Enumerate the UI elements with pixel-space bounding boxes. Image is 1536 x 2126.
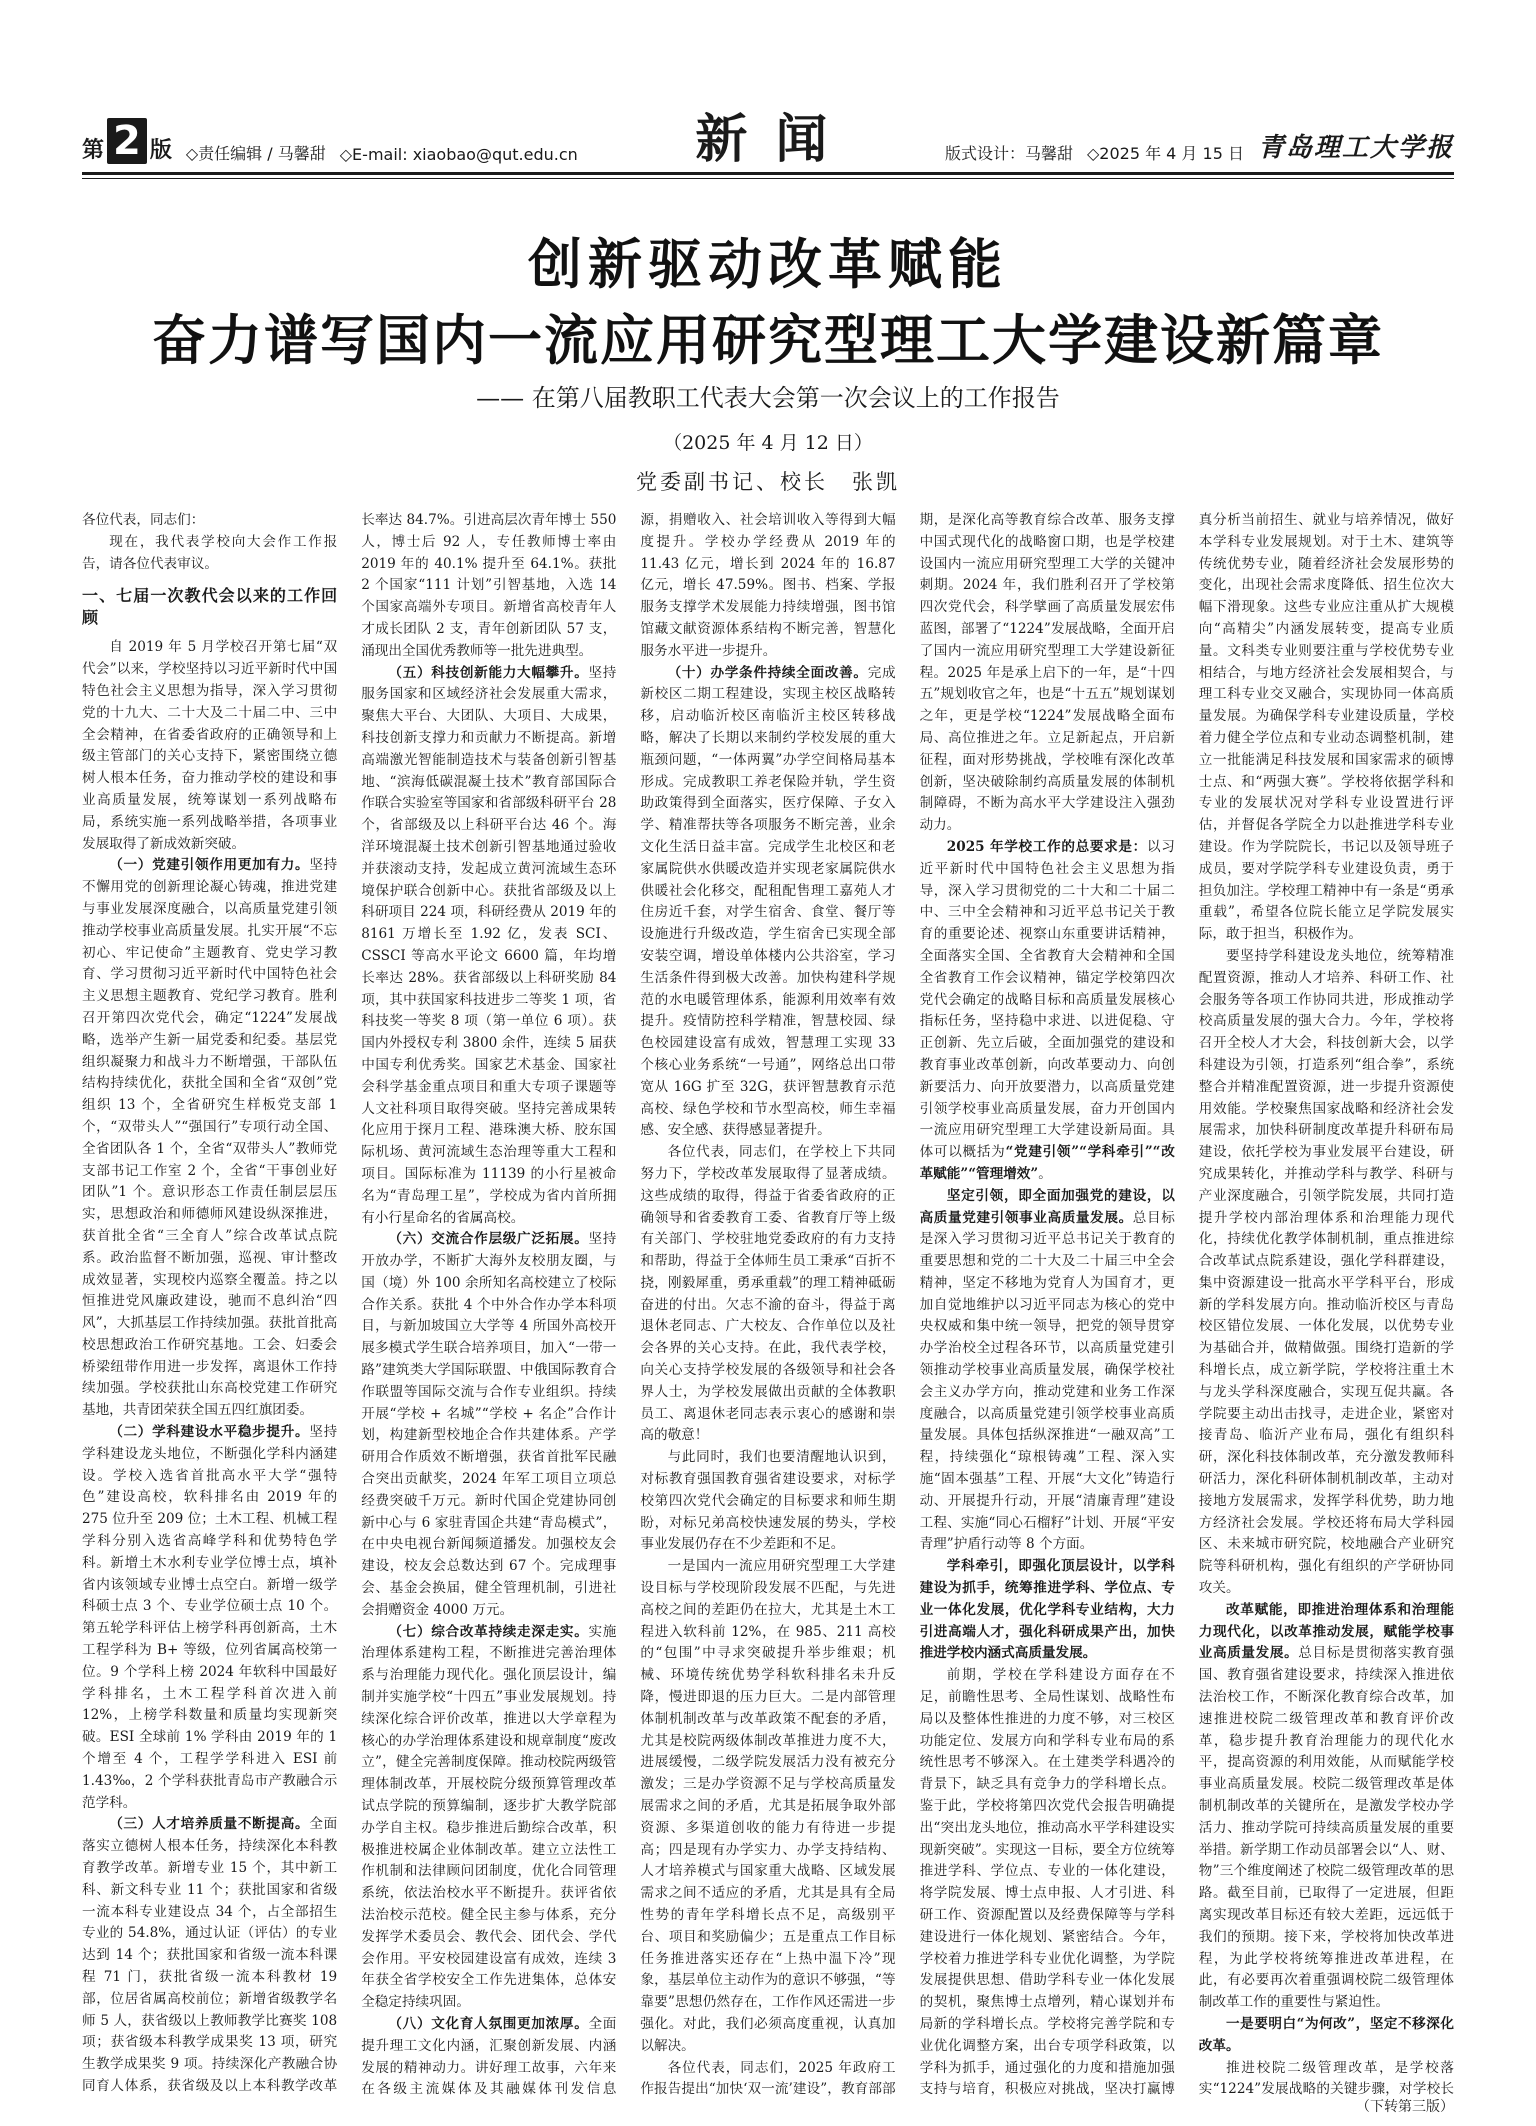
header-rule: [82, 172, 1454, 175]
paragraph: [82, 1422, 337, 1814]
paragraph-text: 全面提升理工文化内涵，汇聚创新发展、内涵发展的精神动力。讲好理工故事，六年来在各级主流媒体及其融媒体刊发信息: [361, 2015, 617, 2098]
section-title: 新闻: [695, 109, 856, 170]
paragraph: 各位代表，同志们：: [82, 512, 205, 528]
paragraph-text: 总目标是贯彻落实教育强国、教育强省建设要求，持续深入推进依法治校工作，不断深化教育综合改革，加速推进校院二级管理改革和教育评价改革，稳步提升教育治理能力的现代化水平，提高资源的利用效能，从而赋能学校事业高质量发展。校院二级管理改革是体制机制改革的关键所在，是激发学校办学活力、推动学院可持续高质量发展的重要举措。新学期工作动员部署会以“人、财、物”三个维度阐述了校院二级管理改革的思路。截至目前，已取得了一定进展，但距离实现改革目标还有较大差距，远远低于我们的预期。接下来，学校将加快改革进程，为此学校将统筹推进改革进程，在此，有必要再次着重强调校院二级管理体制改革工作的重要性与紧迫性。: [1198, 1645, 1454, 2011]
paragraph: [361, 2014, 616, 2100]
subheading: （七）综合改革持续走深走实。: [388, 1623, 589, 1640]
paragraph: [1199, 1600, 1454, 2014]
column-5: [1199, 510, 1454, 2100]
paragraph-text: 完成新校区二期工程建设，实现主校区战略转移，启动临沂校区南临沂主校区转移战略，解决了长期以来制约学校发展的重大瓶颈问题，“一体两翼”办学空间格局基本形成。完成教职工养老保险并轨，学生资助政策得到全面落实，医疗保障、子女入学、精准帮扶等各项服务不断完善，业余文化生活日益丰富。完成学生北校区和老家属院供水供暖改造并实现老家属院供水供暖社会化移交，配租配售理工嘉苑人才住房近千套，对学生宿舍、食堂、餐厅等设施进行升级改造，学生宿舍已实现全部安装空调，增设单体楼内公共浴室，学习生活条件得到极大改善。加快构建科学规范的水电暖管理体系，能源利用效率有效提升。疫情防控科学精准，智慧校园、绿色校园建设富有成效，智慧理工实现 33 个核心业务系统“一号通”，网络总出口带宽从 16G 扩至 32G，获评智慧教育示范高校、绿色学校和节水型高校，师生幸福感、安全感、获得感显著提升。: [640, 664, 896, 1139]
paragraph-text: 以习近平新时代中国特色社会主义思想为指导，深入学习贯彻党的二十大和二十届二中、三中全会精神和习近平总书记关于教育的重要论述、视察山东重要讲话精神，全面落实全国、全省教育大会精神和全国全省教育工作会议精神，锚定学校第四次党代会确定的战略目标和高质量发展核心指标任务，坚持稳中求进、以进促稳、守正创新、先立后破，全面加强党的建设和教育事业改革创新，向改革要动力、向创新要活力、向开放要潜力，以高质量党建引领学校事业高质量发展，奋力开创国内一流应用研究型理工大学建设新局面。具体可以概括为: [919, 838, 1175, 1161]
subheading: （二）学科建设水平稳步提升。: [109, 1424, 310, 1441]
designer-credit: 版式设计：马馨甜: [944, 144, 1073, 163]
paragraph: [361, 1622, 616, 2014]
page-suffix: 版: [149, 138, 172, 163]
column-2: [361, 510, 616, 2100]
paragraph-text: 坚持开放办学，不断扩大海外友校朋友圈，与国（境）外 100 余所知名高校建立了校际合作关系。获批 4 个中外合作办学本科项目，与新加坡国立大学等 4 所国外高校开展多模式学生联合培养项目，加入“一带一路”建筑类大学国际联盟、中俄国际教育合作联盟等国际交流与合作专业组织。持续开展“学校 + 名城”“学校 + 名企”合作计划，构建新型校地企合作共建体系。产学研用合作质效不断增强，获省首批军民融合突出贡献奖，2024 年军工项目立项总经费突破千万元。新时代国企党建协同创新中心与 6 家驻青国企共建“青岛模式”，在中央电视台新闻频道播发。加强校友会建设，校友会总数达到 67 个。完成理事会、基金会换届，健全管理机制，引进社会捐赠资金 4000 万元。: [361, 1231, 617, 1618]
subheading: 学科牵引，即强化顶层设计，以学科建设为抓手，统筹推进学科、学位点、专业一体化发展，优化学科专业结构，大力引进高端人才，强化科研成果产出，加快推进学校内涵式高质量发展。: [919, 1558, 1175, 1662]
report-author: 党委副书记、校长 张凯: [636, 470, 900, 494]
subheading: （一）党建引领作用更加有力。: [109, 857, 310, 874]
page-number: 2: [107, 118, 147, 164]
subheading: 一是要明白“为何改”，坚定不移深化改革。: [1198, 2015, 1454, 2054]
paragraph: [82, 1814, 337, 2100]
paragraph: 要坚持学科建设龙头地位，统筹精准配置资源，推动人才培养、科研工作、社会服务等各项工作协同共进，形成推动学校高质量发展的强大合力。今年，学校将召开全校人才大会，科技创新大会，以学科建设为引领，打造系列“组合拳”，系统整合并精准配置资源，进一步提升资源使用效能。学校聚焦国家战略和经济社会发展需求，加快科研制度改革提升科研布局建设，依托学校为事业发展平台建设，研究成果转化，并推动学科与教学、科研与产业深度融合，引领学院发展，共同打造提升学校内部治理体系和治理能力现代化，持续优化教学体制机制，重点推进综合改革试点院系建设，强化学科群建设，集中资源建设一批高水平学科平台，形成新的学科发展方向。推动临沂校区与青岛校区错位发展、一体化发展，以优势专业为基础合并，做精做强。围绕打造新的学科增长点，成立新学院，学校将注重土木与龙头学科深度融合，实现互促共赢。各学院要主动出击找寻，走进企业，紧密对接青岛、临沂产业布局，强化有组织科研，深化科技体制改革，充分激发教师科研活力，深化科研体制机制改革，主动对接地方发展需求，发挥学科优势，助力地方经济社会发展。学校还将布局大学科园区、未来城市研究院，校地融合产业研究院等科研机构，强化有组织的产学研协同攻关。: [1198, 947, 1454, 1597]
paragraph: [640, 663, 895, 1143]
paragraph-text: 。: [1038, 1165, 1052, 1182]
paragraph: 源，捐赠收入、社会培训收入等得到大幅度提升。学校办学经费从 2019 年的 11.43 亿元，增长到 2024 年的 16.87 亿元，增长 47.59%。图书、档案、学报服务支撑学术发展能力持续增强，图书馆馆藏文献资源体系结构不断完善，智慧化服务水平进一步提升。: [640, 512, 896, 659]
column-1: [82, 510, 337, 2100]
paragraph: 各位代表，同志们，2025 年政府工作报告提出“加快‘双一流’建设”，教育部部: [640, 2059, 896, 2098]
column-4: [920, 510, 1175, 2100]
paragraph-text: 实施治理体系建构工程，不断推进完善治理体系与治理能力现代化。强化顶层设计，编制并实施学校“十四五”事业发展规划。持续深化综合评价改革，推进以大学章程为核心的办学治理体系建设和规章制度“废改立”，健全完善制度保障。推动校院两级管理体制改革，开展校院分级预算管理改革试点学院的预算编制，逐步扩大教学院部办学自主权。稳步推进后勤综合改革，积极推进校属企业体制改革。建立立法性工作机制和法律顾问团制度，优化合同管理系统，依法治校水平不断提升。获评省依法治校示范校。健全民主参与体系，充分发挥学术委员会、教代会、团代会、学代会作用。平安校园建设富有成效，连续 3 年获全省学校安全工作先进集体，总体安全稳定持续巩固。: [361, 1623, 617, 2011]
newspaper-masthead: 青岛理工大学报: [1257, 133, 1454, 163]
paragraph: [361, 663, 616, 1230]
subheading: 坚定引领，即全面加强党的建设，以高质量党建引领事业高质量发展。: [919, 1187, 1175, 1226]
headline-line-1: 创新驱动改革赋能: [528, 232, 1008, 296]
paragraph: [920, 1186, 1175, 1557]
subheading: （三）人才培养质量不断提高。: [109, 1816, 310, 1833]
paragraph: [1199, 2014, 1454, 2058]
paragraph: 现在，我代表学校向大会作工作报告，请各位代表审议。: [82, 533, 338, 572]
header-rule-thin: [82, 178, 1454, 179]
page-number-badge: [82, 118, 172, 164]
header-left: [82, 118, 578, 170]
editor-credit: ◇责任编辑 / 马馨甜: [185, 144, 326, 163]
motto-phrase: “党建引领”“学科牵引”“改革赋能”“管理增效”: [919, 1144, 1175, 1182]
paragraph-text: 全面落实立德树人根本任务，持续深化本科教育教学改革。新增专业 15 个，其中新工科、新文科专业 11 个；获批国家和省级一流本科专业建设点 34 个，占全部招生专业的 54.8%，通过认证（评估）的专业达到 14 个；获批国家和省级一流本科课程 71 门，获批省级一流本科教材 19 部，位居省属高校前位；新增省级教学名师 5 人，获省级以上教师教学比赛奖 108 项；获省级本科教学成果奖 13 项，研究生教学成果奖 9 项。持续深化产教融合协同育人体系，获省级及以上本科教学改革: [82, 1816, 338, 2094]
subheading: 改革赋能，即推进治理体系和治理能力现代化，以改革推动发展，赋能学校事业高质量发展。: [1198, 1601, 1454, 1662]
paragraph-text: 坚持不懈用党的创新理论凝心铸魂，推进党建与事业发展深度融合，以高质量党建引领推动学校事业高质量发展。扎实开展“不忘初心、牢记使命”主题教育、党史学习教育、学习贯彻习近平新时代中国特色社会主义思想主题教育、党纪学习教育。胜利召开第四次党代会，确定“1224”发展战略，选举产生新一届党委和纪委。基层党组织凝聚力和战斗力不断增强，干部队伍结构持续优化，获批全国和全省“双创”党组织 13 个，全省研究生样板党支部 1 个，“双带头人”“强国行”专项行动全国、全省团队各 1 个，全省“双带头人”教师党支部书记工作室 2 个，全省“干事创业好团队”1 个。意识形态工作责任制层层压实，思想政治和师德师风建设纵深推进，获首批全省“三全育人”综合改革试点院系。政治监督不断加强，巡视、审计整改成效显著，实现校内巡察全覆盖。持之以恒推进党风廉政建设，驰而不息纠治“四风”，大抓基层工作持续加强。获批首批高校思想政治工作研究基地。工会、妇委会桥梁纽带作用进一步发挥，离退休工作持续加强。学校获批山东高校党建工作研究基地，共青团荣获全国五四红旗团委。: [82, 857, 338, 1419]
continued-note: （下转第三版）: [1356, 2099, 1454, 2115]
paragraph-text: 总目标是深入学习贯彻习近平总书记关于教育的重要思想和党的二十大及二十届三中全会精神，坚定不移地为党育人为国育才，更加自觉地维护以习近平同志为核心的党中央权威和集中统一领导，把党的领导贯穿办学治校全过程各环节，以高质量党建引领推动学校事业高质量发展，确保学校社会主义办学方向，推动党建和业务工作深度融合，以高质量党建引领学校事业高质量发展。具体包括纵深推进“一融双高”工程，持续强化“琼根铸魂”工程、深入实施“固本强基”工程、开展“大文化”铸造行动、开展提升行动，开展“清廉青理”建设工程、实施“同心石榴籽”计划、开展“平安青理”护盾行动等 8 个方面。: [919, 1209, 1175, 1553]
subheading: （五）科技创新能力大幅攀升。: [388, 664, 589, 681]
issue-date: ◇2025 年 4 月 15 日: [1086, 144, 1244, 163]
paragraph: [920, 1556, 1175, 1665]
paragraph: 推进校院二级管理改革，是学校落实“1224”发展战略的关键步骤，对学校长: [1198, 2059, 1454, 2098]
paragraph: [82, 855, 337, 1422]
paragraph: 各位代表，同志们，在学校上下共同努力下，学校改革发展取得了显著成绩。这些成绩的取得，得益于省委省政府的正确领导和省委教育工委、省教育厅等上级有关部门、学校驻地党委政府的有力支持和帮助，得益于全体师生员工秉承“百折不挠，刚毅犀重，勇承重载”的理工精神砥砺奋进的付出。欠志不渝的奋斗，得益于离退休老同志、广大校友、合作单位以及社会各界的关心支持。在此，我代表学校，向关心支持学校发展的各级领导和社会各界人士，为学校发展做出贡献的全体教职员工、离退休老同志表示衷心的感谢和崇高的敬意！: [640, 1144, 896, 1444]
page-prefix: 第: [82, 138, 105, 163]
paragraph: 长率达 84.7%。引进高层次青年博士 550 人，博士后 92 人，专任教师博士率由 2019 年的 40.1% 提升至 64.1%。获批 2 个国家“111 计划”引智基地，入选 14 个国家高端外专项目。新增省高校青年人才成长团队 2 支，青年创新团队 57 支，涌现出全国优秀教师等一批先进典型。: [361, 512, 617, 659]
column-3: [640, 510, 895, 2100]
headline-subtitle: —— 在第八届教职工代表大会第一次会议上的工作报告: [476, 384, 1060, 412]
subheading: （八）文化育人氛围更加浓厚。: [388, 2015, 589, 2032]
paragraph: 真分析当前招生、就业与培养情况，做好本学科专业发展规划。对于土木、建筑等传统优势专业，随着经济社会发展形势的变化，出现社会需求度降低、招生位次大幅下滑现象。这些专业应注重从扩大规模向“高精尖”内涵发展转变，提高专业质量。文科类专业则要注重与学校优势专业相结合，与地方经济社会发展相契合，与理工科专业交叉融合，实现协同一体高质量发展。为确保学科专业建设质量，学校着力健全学位点和专业动态调整机制，建立一批能满足科技发展和国家需求的硕博士点、和“两强大赛”。学校将依据学科和专业的发展状况对学科专业设置进行评估，并督促各学院全力以赴推进学科专业建设。作为学院院长，书记以及领导班子成员，要对学院学科专业建设负责，勇于担负加注。学校理工精神中有一条是“勇承重载”，希望各位院长能立足学院发展实际，敢于担当，积极作为。: [1198, 512, 1454, 943]
paragraph-text: 坚持服务国家和区域经济社会发展重大需求，聚焦大平台、大团队、大项目、大成果，科技创新支撑力和贡献力不断提高。新增高端激光智能制造技术与装备创新引智基地、“滨海低碳混凝土技术”教育部国际合作联合实验室等国家和省部级科研平台 28 个，省部级及以上科研平台达 46 个。海洋环境混凝土技术创新引智基地通过验收并获滚动支持，发起成立黄河流域生态环境保护联合创新中心。获批省部级及以上科研项目 224 项，科研经费从 2019 年的 8161 万增长至 1.92 亿，发表 SCI、CSSCI 等高水平论文 6600 篇，年均增长率达 28%。获省部级以上科研奖励 84 项，其中获国家科技进步二等奖 1 项，省科技奖一等奖 8 项（第一单位 6 项）。获国内外授权专利 3800 余件，连续 5 届获中国专利优秀奖。国家艺术基金、国家社会科学基金重点项目和重大专项子课题等人文社科项目取得突破。坚持完善成果转化应用于探月工程、港珠澳大桥、胶东国际机场、黄河流域生态治理等重大工程和项目。国际标准为 11139 的小行星被命名为“青岛理工星”，学校成为省内首所拥有小行星命名的省属高校。: [361, 664, 617, 1226]
paragraph: 期，是深化高等教育综合改革、服务支撑中国式现代化的战略窗口期，也是学校建设国内一流应用研究型理工大学的关键冲刺期。2024 年，我们胜利召开了学校第四次党代会，科学擘画了高质量发展宏伟蓝图，部署了“1224”发展战略，全面开启了国内一流应用研究型理工大学建设新征程。2025 年是承上启下的一年，是“十四五”规划收官之年，也是“十五五”规划谋划之年，更是学校“1224”发展战略全面布局、高位推进之年。立足新起点，开启新征程，面对形势挑战，学校唯有深化改革创新，坚决破除制约高质量发展的体制机制障碍，不断为高水平大学建设注入强劲动力。: [919, 512, 1175, 834]
paragraph: 一是国内一流应用研究型理工大学建设目标与学校现阶段发展不匹配，与先进高校之间的差距仍在拉大，尤其是土木工程进入软科前 12%，在 985、211 高校的“包围”中寻求突破提升举步维艰；机械、环境传统优势学科软科排名未升反降，慢进即退的压力巨大。二是内部管理体制机制改革与改革政策不配套的矛盾，尤其是校院两级体制改革推进力度不大，进展缓慢，二级学院发展活力没有被充分激发；三是办学资源不足与学校高质量发展需求之间的矛盾，尤其是拓展争取外部资源、多渠道创收的能力有待进一步提高；四是现有办学实力、办学支持结构、人才培养模式与国家重大战略、区域发展需求之间不适应的矛盾，尤其是具有全局性势的青年学科增长点不足，高级别平台、项目和奖励偏少；五是重点工作目标任务推进落实还存在“上热中温下冷”现象，基层单位主动作为的意识不够强，“等靠要”思想仍然存在，工作作风还需进一步强化。对此，我们必须高度重视，认真加以解决。: [640, 1558, 896, 2054]
headline-line-2: 奋力谱写国内一流应用研究型理工大学建设新篇章: [152, 308, 1384, 372]
report-date: （2025 年 4 月 12 日）: [663, 432, 873, 454]
paragraph: 与此同时，我们也要清醒地认识到，对标教育强国教育强省建设要求，对标学校第四次党代会确定的目标要求和师生期盼，对标兄弟高校快速发展的势头，学校事业发展仍存在不少差距和不足。: [640, 1449, 896, 1553]
article-body: [82, 510, 1454, 2100]
paragraph: 前期，学校在学科建设方面存在不足，前瞻性思考、全局性谋划、战略性布局以及整体性推进的力度不够，对三校区功能定位、发展方向和学科专业布局的系统性思考不够深入。在土建类学科遇冷的背景下，缺乏具有竞争力的学科增长点。鉴于此，学校将第四次党代会报告明确提出“突出龙头地位，推动高水平学科建设实现新突破”。实现这一目标，要全方位统筹推进学科、学位点、专业的一体化建设，将学院发展、博士点申报、人才引进、科研工作、资源配置以及经费保障等与学科建设进行一体化规划、紧密结合。今年，学校着力推进学科专业优化调整，为学院发展提供思想、借助学科专业一体化发展的契机，聚焦博士点增列，精心谋划并布局新的学科增长点。学校将完善学院和专业优化调整方案，出台专项学科政策，以学科为抓手，通过强化的力度和措施加强支持与培育，积极应对挑战，坚决打赢博: [919, 1667, 1175, 2098]
page-header: [82, 108, 1454, 170]
paragraph: [361, 1229, 616, 1621]
subheading: （十）办学条件持续全面改善。: [667, 664, 868, 681]
lead-phrase: 2025 年学校工作的总要求是：: [946, 838, 1147, 855]
paragraph-text: 坚持学科建设龙头地位，不断强化学科内涵建设。学校入选省首批高水平大学“强特色”建设高校，软科排名由 2019 年的 275 位升至 209 位；土木工程、机械工程学科分别入选省高峰学科和优势特色学科。新增土木水利专业学位博士点，填补省内该领域专业博士点空白。新增一级学科硕士点 3 个、专业学位硕士点 10 个。第五轮学科评估上榜学科再创新高，土木工程学科为 B+ 等级，位列省属高校第一位。9 个学科上榜 2024 年软科中国最好学科排名，土木工程学科首次进入前 12%，上榜学科数量和质量均实现新突破。ESI 全球前 1% 学科由 2019 年的 1 个增至 4 个，工程学学科进入 ESI 前 1.43‰，2 个学科获批青岛市产教融合示范学科。: [82, 1424, 338, 1811]
paragraph: 自 2019 年 5 月学校召开第七届“双代会”以来，学校坚持以习近平新时代中国特色社会主义思想为指导，深入学习贯彻党的十九大、二十大及二十届二中、三中全会精神，在省委省政府的正确领导和上级主管部门的关心支持下，紧密围绕立德树人根本任务，奋力推动学校的建设和事业高质量发展，统筹谋划一系列战略布局，系统实施一系列战略举措，各项事业发展取得了新成效新突破。: [82, 639, 338, 852]
paragraph: [920, 837, 1175, 1186]
section-heading: 一、七届一次教代会以来的工作回顾: [82, 586, 338, 628]
email-credit: ◇E-mail: xiaobao@qut.edu.cn: [339, 145, 578, 164]
header-right: [945, 127, 1454, 170]
subheading: （六）交流合作层级广泛拓展。: [388, 1231, 589, 1248]
